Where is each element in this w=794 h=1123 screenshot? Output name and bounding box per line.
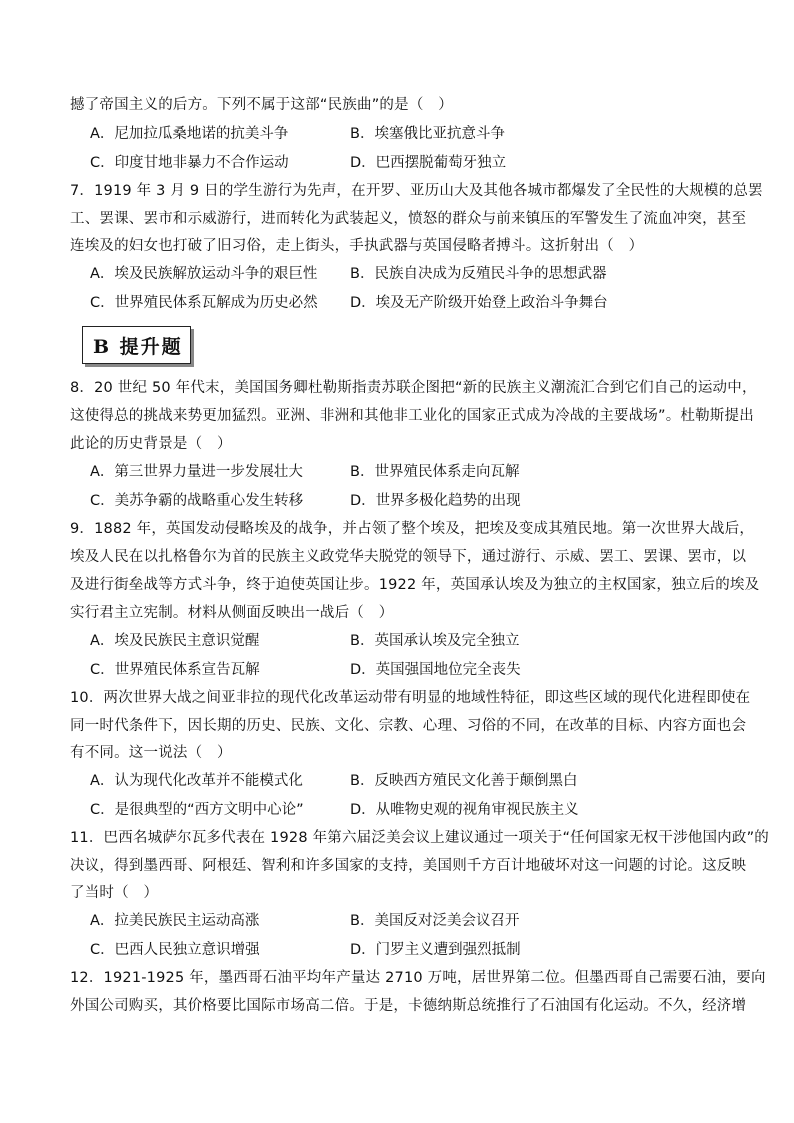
q7-option-c[interactable]: C．世界殖民体系瓦解成为历史必然: [90, 295, 318, 311]
q10-option-b[interactable]: B．反映西方殖民文化善于颠倒黑白: [350, 773, 578, 789]
q7-stem-line: 工、罢课、罢市和示威游行，进而转化为武装起义，愤怒的群众与前来镇压的军警发生了流血冲突，甚至: [70, 211, 747, 227]
q11-stem-line: 了当时（ ）: [70, 885, 159, 901]
q10-option-a[interactable]: A．认为现代化改革并不能模式化: [90, 773, 303, 789]
q6-option-c[interactable]: C．印度甘地非暴力不合作运动: [90, 155, 289, 171]
q9-option-a[interactable]: A．埃及民族民主意识觉醒: [90, 633, 260, 649]
section-header-box: [82, 326, 191, 364]
q10-stem-line: 同一时代条件下，因长期的历史、民族、文化、宗教、心理、习俗的不同，在改革的目标、内容方面也会: [70, 718, 747, 734]
q7-option-a[interactable]: A．埃及民族解放运动斗争的艰巨性: [90, 266, 318, 282]
q9-stem-line: 及进行街垒战等方式斗争，终于迫使英国让步。1922 年，英国承认埃及为独立的主权国家，独立后的埃及: [70, 577, 760, 593]
q11-stem-line: 11．巴西名城萨尔瓦多代表在 1928 年第六届泛美会议上建议通过一项关于“任何国家无权干涉他国内政”的: [70, 830, 769, 846]
q11-option-c[interactable]: C．巴西人民独立意识增强: [90, 942, 260, 958]
q7-stem-line: 7．1919 年 3 月 9 日的学生游行为先声，在开罗、亚历山大及其他各城市都爆发了全民性的大规模的总罢: [70, 183, 763, 199]
q11-option-b[interactable]: B．美国反对泛美会议召开: [350, 913, 520, 929]
q6-option-d[interactable]: D．巴西摆脱葡萄牙独立: [350, 155, 507, 171]
q10-stem-line: 10．两次世界大战之间亚非拉的现代化改革运动带有明显的地域性特征，即这些区域的现代化进程即使在: [70, 690, 751, 706]
q10-option-c[interactable]: C．是很典型的“西方文明中心论”: [90, 802, 304, 818]
q8-option-b[interactable]: B．世界殖民体系走向瓦解: [350, 464, 520, 480]
q8-stem-line: 这使得总的挑战来势更加猛烈。亚洲、非洲和其他非工业化的国家正式成为冷战的主要战场”。杜勒斯提出: [70, 408, 754, 424]
q11-option-a[interactable]: A．拉美民族民主运动高涨: [90, 913, 260, 929]
q6-option-b[interactable]: B．埃塞俄比亚抗意斗争: [350, 126, 505, 142]
q8-option-c[interactable]: C．美苏争霸的战略重心发生转移: [90, 493, 304, 509]
q11-stem-line: 决议，得到墨西哥、阿根廷、智利和许多国家的支持，美国则千方百计地破坏对这一问题的讨论。这反映: [70, 858, 747, 874]
q10-option-d[interactable]: D．从唯物史观的视角审视民族主义: [350, 802, 579, 818]
q9-option-c[interactable]: C．世界殖民体系宣告瓦解: [90, 662, 260, 678]
q9-option-b[interactable]: B．英国承认埃及完全独立: [350, 633, 520, 649]
q11-option-d[interactable]: D．门罗主义遭到强烈抵制: [350, 942, 521, 958]
q12-stem-line: 外国公司购买，其价格要比国际市场高二倍。于是，卡德纳斯总统推行了石油国有化运动。不久，经济增: [70, 998, 747, 1014]
q9-stem-line: 埃及人民在以扎格鲁尔为首的民族主义政党华夫脱党的领导下，通过游行、示威、罢工、罢课、罢市，以: [70, 549, 747, 565]
q8-stem-line: 8．20 世纪 50 年代末，美国国务卿杜勒斯指责苏联企图把“新的民族主义潮流汇合到它们自己的运动中，: [70, 380, 757, 396]
q8-option-d[interactable]: D．世界多极化趋势的出现: [350, 493, 521, 509]
q6-stem-tail: 撼了帝国主义的后方。下列不属于这部“民族曲”的是（ ）: [70, 97, 453, 113]
q7-option-d[interactable]: D．埃及无产阶级开始登上政治斗争舞台: [350, 295, 608, 311]
q12-stem-line: 12．1921-1925 年，墨西哥石油平均年产量达 2710 万吨，居世界第二位。但墨西哥自己需要石油，要向: [70, 970, 766, 986]
q7-stem-line: 连埃及的妇女也打破了旧习俗，走上街头，手执武器与英国侵略者搏斗。这折射出（ ）: [70, 238, 644, 254]
section-title: B 提升题: [93, 336, 183, 358]
q9-option-d[interactable]: D．英国强国地位完全丧失: [350, 662, 521, 678]
q6-option-a[interactable]: A．尼加拉瓜桑地诺的抗美斗争: [90, 126, 289, 142]
q8-stem-line: 此论的历史背景是（ ）: [70, 436, 232, 452]
q7-option-b[interactable]: B．民族自决成为反殖民斗争的思想武器: [350, 266, 607, 282]
q10-stem-line: 有不同。这一说法（ ）: [70, 745, 232, 761]
q9-stem-line: 实行君主立宪制。材料从侧面反映出一战后（ ）: [70, 605, 394, 621]
q8-option-a[interactable]: A．第三世界力量进一步发展壮大: [90, 464, 303, 480]
q9-stem-line: 9．1882 年，英国发动侵略埃及的战争，并占领了整个埃及，把埃及变成其殖民地。第一次世界大战后，: [70, 521, 755, 537]
